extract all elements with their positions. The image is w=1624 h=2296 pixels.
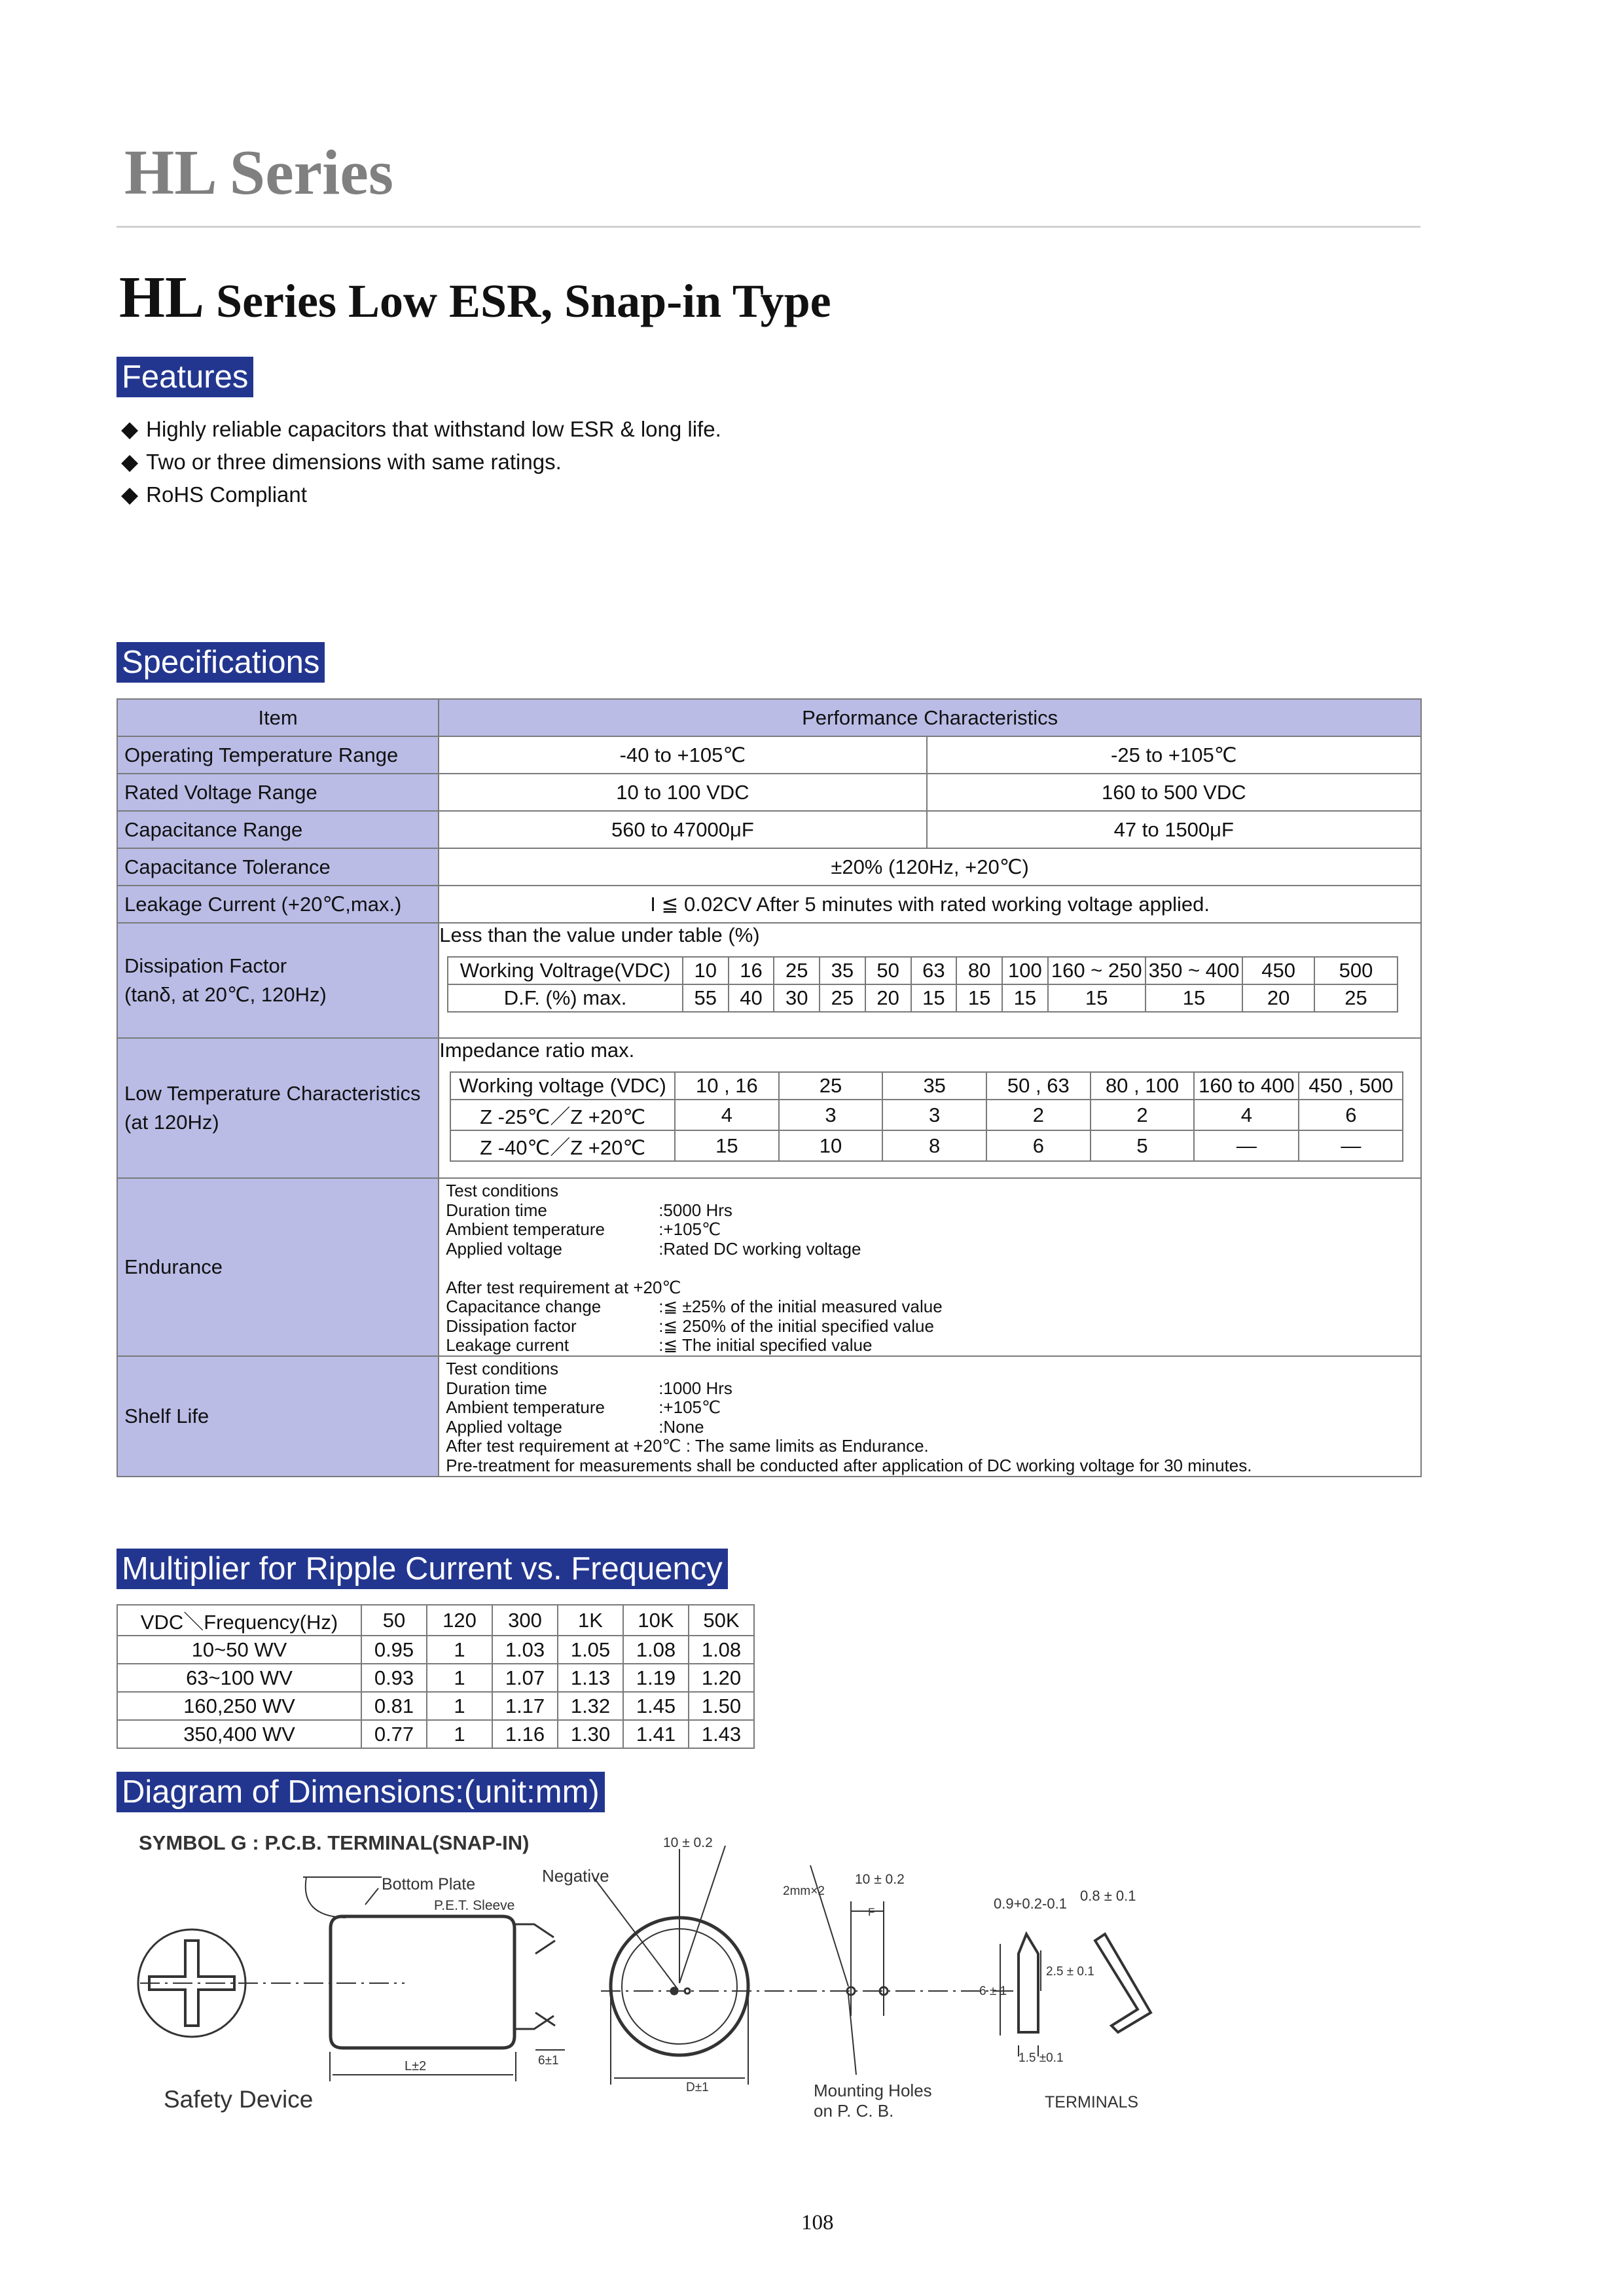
row-label-line: (tanδ, at 20℃, 120Hz) (124, 983, 327, 1006)
ripple-value-cell: 1.43 (689, 1720, 754, 1748)
df-voltage-cell: 50 (865, 957, 911, 984)
ripple-frequency-cell: 10K (623, 1605, 689, 1636)
condition-value: :1000 Hrs (659, 1378, 732, 1398)
df-value-cell: 20 (1242, 984, 1314, 1012)
table-row (117, 1720, 754, 1748)
condition-label: Capacitance change (446, 1297, 602, 1316)
ripple-value-cell: 1.05 (558, 1636, 623, 1664)
lt-z40-cell: 5 (1091, 1130, 1195, 1161)
condition-value: :5000 Hrs (659, 1200, 732, 1220)
condition-line (446, 1359, 1420, 1379)
row-value: -25 to +105℃ (927, 736, 1421, 774)
df-value-cell: 15 (1146, 984, 1243, 1012)
df-voltage-cell: 100 (1002, 957, 1048, 984)
table-row (117, 811, 1421, 848)
df-cell (439, 923, 1421, 1038)
ripple-value-cell: 0.93 (361, 1664, 427, 1692)
ripple-value-cell: 1 (427, 1664, 492, 1692)
title-description: Series Low ESR, Snap-in Type (204, 275, 831, 327)
f-dim-label: F (868, 1906, 875, 1918)
df-voltage-cell: 16 (729, 957, 774, 984)
condition-line (446, 1398, 1420, 1418)
ripple-value-cell: 0.95 (361, 1636, 427, 1664)
condition-line (446, 1418, 1420, 1437)
lt-z25-cell: 4 (1194, 1100, 1299, 1130)
six-dim-label: 6±1 (538, 2054, 559, 2068)
df-voltage-cell: 35 (820, 957, 865, 984)
df-value-cell: 15 (1048, 984, 1146, 1012)
lt-z25-cell: 2 (986, 1100, 1091, 1130)
df-value-cell: 20 (865, 984, 911, 1012)
df-voltage-cell: 10 (683, 957, 729, 984)
ripple-frequency-cell: 120 (427, 1605, 492, 1636)
row-value: 560 to 47000μF (439, 811, 926, 848)
lt-voltage-cell: 35 (882, 1072, 986, 1100)
ripple-frequency-cell: 300 (492, 1605, 558, 1636)
terminal-tip-label: 2.5 ± 0.1 (1046, 1965, 1094, 1979)
row-label: Operating Temperature Range (117, 736, 439, 774)
condition-line (446, 1278, 1420, 1298)
condition-label: Ambient temperature (446, 1219, 605, 1239)
lt-z25-cell: 3 (779, 1100, 883, 1130)
ripple-value-cell: 0.81 (361, 1692, 427, 1720)
lt-z40-cell: 6 (986, 1130, 1091, 1161)
ripple-value-cell: 1.17 (492, 1692, 558, 1720)
col-performance: Performance Characteristics (439, 699, 1421, 736)
df-voltage-cell: 63 (911, 957, 957, 984)
lt-z25-cell: 3 (882, 1100, 986, 1130)
lt-z40-cell: 10 (779, 1130, 883, 1161)
negative-label: Negative (542, 1866, 609, 1886)
terminals-label: TERMINALS (1045, 2093, 1139, 2111)
lt-voltage-cell: 25 (779, 1072, 883, 1100)
capacitor-side-body (331, 1916, 514, 2048)
df-voltage-cell: 160 ~ 250 (1048, 957, 1146, 984)
ripple-value-cell: 1.03 (492, 1636, 558, 1664)
condition-label: Test conditions (446, 1181, 559, 1200)
df-value-cell: 15 (1002, 984, 1048, 1012)
df-voltage-cell: 350 ~ 400 (1146, 957, 1243, 984)
specifications-heading: Specifications (117, 642, 325, 683)
lt-z25-cell: 2 (1091, 1100, 1195, 1130)
condition-line (446, 1240, 1420, 1259)
lowtemp-table (450, 1071, 1403, 1162)
condition-value: :≦ ±25% of the initial measured value (659, 1297, 943, 1316)
ten-dim-label: 10 ± 0.2 (663, 1835, 713, 1850)
df-value-cell: 25 (1314, 984, 1398, 1012)
table-row (117, 1356, 1421, 1477)
condition-label: Duration time (446, 1200, 547, 1220)
row-value: ±20% (120Hz, +20℃) (439, 848, 1421, 886)
condition-label: Applied voltage (446, 1238, 563, 1259)
diamond-bullet-icon: ◆ (121, 450, 139, 475)
table-row (117, 774, 1421, 811)
ripple-row-label: 10~50 WV (117, 1636, 361, 1664)
lt-row-label: Z -40℃／Z +20℃ (450, 1130, 675, 1161)
ripple-value-cell: 1.30 (558, 1720, 623, 1748)
row-label (117, 1038, 439, 1178)
condition-value: :≦ The initial specified value (659, 1335, 873, 1355)
condition-label: Duration time (446, 1378, 547, 1398)
page-title (119, 265, 831, 330)
feature-item (121, 451, 562, 473)
terminal-width-label: 0.9+0.2-0.1 (994, 1895, 1067, 1912)
table-row (117, 1038, 1421, 1178)
ripple-value-cell: 1.13 (558, 1664, 623, 1692)
ripple-value-cell: 1.08 (689, 1636, 754, 1664)
lt-voltage-cell: 160 to 400 (1194, 1072, 1299, 1100)
lt-z40-cell: — (1299, 1130, 1403, 1161)
df-value-cell: 15 (956, 984, 1002, 1012)
shelf-cell (439, 1356, 1421, 1477)
diagram-lines (138, 1846, 1151, 2085)
ripple-row-label: 63~100 WV (117, 1664, 361, 1692)
df-voltage-cell: 450 (1242, 957, 1314, 984)
shelf-after: After test requirement at +20℃ : The same limits as Endurance. (446, 1436, 929, 1456)
condition-value: :+105℃ (659, 1397, 721, 1417)
row-label: Endurance (117, 1178, 439, 1356)
pet-sleeve-label: P.E.T. Sleeve (434, 1898, 515, 1913)
ripple-value-cell: 1 (427, 1720, 492, 1748)
df-value-cell: 30 (774, 984, 820, 1012)
safety-device-label: Safety Device (164, 2086, 314, 2113)
series-header: HL Series (124, 137, 394, 208)
specifications-table (117, 698, 1422, 1477)
dimension-diagram (117, 1820, 1164, 2134)
ripple-row-label: 160,250 WV (117, 1692, 361, 1720)
table-row (117, 1664, 754, 1692)
lt-row-label: Z -25℃／Z +20℃ (450, 1100, 675, 1130)
lt-voltage-cell: 450 , 500 (1299, 1072, 1403, 1100)
feature-item (121, 484, 307, 506)
row-label-line: Low Temperature Characteristics (124, 1082, 421, 1105)
terminal-profile (1019, 1934, 1038, 2032)
row-value: 160 to 500 VDC (927, 774, 1421, 811)
df-value-cell: 55 (683, 984, 729, 1012)
row-label-line: (at 120Hz) (124, 1111, 219, 1134)
endurance-cell (439, 1178, 1421, 1356)
df-value-cell: 25 (820, 984, 865, 1012)
condition-value: :None (659, 1416, 704, 1437)
ripple-value-cell: 1 (427, 1692, 492, 1720)
header-divider (117, 226, 1420, 228)
lowtemp-note: Impedance ratio max. (439, 1039, 635, 1062)
condition-label: Applied voltage (446, 1416, 563, 1437)
table-row (117, 923, 1421, 1038)
ripple-value-cell: 1.32 (558, 1692, 623, 1720)
df-table (447, 956, 1398, 1013)
two-mm-label: 2mm×2 (783, 1884, 825, 1898)
ripple-frequency-cell: 1K (558, 1605, 623, 1636)
df-row-label: D.F. (%) max. (448, 984, 683, 1012)
feature-item (121, 418, 721, 440)
ripple-value-cell: 1.08 (623, 1636, 689, 1664)
table-row (117, 736, 1421, 774)
table-row (117, 1636, 754, 1664)
df-voltage-cell: 25 (774, 957, 820, 984)
condition-line (446, 1259, 1420, 1278)
pitch-dim-label: 10 ± 0.2 (855, 1872, 905, 1887)
condition-label: Leakage current (446, 1335, 569, 1355)
condition-line (446, 1379, 1420, 1399)
row-value: -40 to +105℃ (439, 736, 926, 774)
endurance-lines (439, 1181, 1420, 1355)
df-voltage-cell: 500 (1314, 957, 1398, 984)
lowtemp-cell (439, 1038, 1421, 1178)
condition-line (446, 1201, 1420, 1221)
condition-line (446, 1297, 1420, 1317)
ripple-value-cell: 1 (427, 1636, 492, 1664)
lt-row-label: Working voltage (VDC) (450, 1072, 675, 1100)
feature-text: Two or three dimensions with same ratings. (146, 450, 562, 474)
row-label: Shelf Life (117, 1356, 439, 1477)
ripple-value-cell: 1.07 (492, 1664, 558, 1692)
lt-z40-cell: — (1194, 1130, 1299, 1161)
page-number: 108 (801, 2211, 834, 2234)
ripple-value-cell: 1.41 (623, 1720, 689, 1748)
condition-value: :Rated DC working voltage (659, 1238, 861, 1259)
ripple-value-cell: 1.20 (689, 1664, 754, 1692)
row-label: Leakage Current (+20℃,max.) (117, 886, 439, 923)
bottom-plate-label: Bottom Plate (382, 1875, 476, 1893)
ripple-table (117, 1604, 755, 1749)
lt-voltage-cell: 50 , 63 (986, 1072, 1091, 1100)
lt-z25-cell: 4 (675, 1100, 779, 1130)
terminal-base-label: 1.5 ±0.1 (1019, 2051, 1064, 2065)
condition-label: After test requirement at +20℃ (446, 1277, 681, 1297)
row-value: I ≦ 0.02CV After 5 minutes with rated working voltage applied. (439, 886, 1421, 923)
condition-line (446, 1336, 1420, 1355)
ripple-frequency-cell: 50K (689, 1605, 754, 1636)
diamond-bullet-icon: ◆ (121, 482, 139, 507)
table-row (117, 1178, 1421, 1356)
shelf-lines (439, 1359, 1420, 1437)
table-row (117, 848, 1421, 886)
lt-z40-cell: 8 (882, 1130, 986, 1161)
ripple-value-cell: 1.45 (623, 1692, 689, 1720)
ripple-row-label: 350,400 WV (117, 1720, 361, 1748)
condition-value: :≦ 250% of the initial specified value (659, 1316, 934, 1336)
ripple-heading: Multiplier for Ripple Current vs. Frequency (117, 1549, 728, 1589)
shelf-pretreatment: Pre-treatment for measurements shall be conducted after application of DC working voltage for 30 minutes. (446, 1455, 1252, 1475)
table-row (117, 886, 1421, 923)
condition-line (446, 1220, 1420, 1240)
title-series-code: HL (119, 265, 205, 330)
ripple-corner: VDC＼Frequency(Hz) (117, 1605, 361, 1636)
feature-text: RoHS Compliant (146, 482, 307, 507)
df-row-label: Working Voltrage(VDC) (448, 957, 683, 984)
lt-z25-cell: 6 (1299, 1100, 1403, 1130)
row-label: Rated Voltage Range (117, 774, 439, 811)
features-heading: Features (117, 357, 253, 397)
ripple-frequency-cell: 50 (361, 1605, 427, 1636)
table-row (117, 1692, 754, 1720)
condition-label: Dissipation factor (446, 1316, 577, 1336)
row-label (117, 923, 439, 1038)
lt-z40-cell: 15 (675, 1130, 779, 1161)
terminal-thickness-label: 0.8 ± 0.1 (1080, 1888, 1136, 1904)
df-value-cell: 15 (911, 984, 957, 1012)
terminal-length-label: 6 ± 1 (979, 1984, 1007, 1998)
df-note: Less than the value under table (%) (439, 924, 760, 946)
mounting-holes-label: Mounting Holes (814, 2081, 932, 2100)
ripple-value-cell: 1.19 (623, 1664, 689, 1692)
df-voltage-cell: 80 (956, 957, 1002, 984)
ripple-value-cell: 0.77 (361, 1720, 427, 1748)
ripple-value-cell: 1.50 (689, 1692, 754, 1720)
row-label-line: Dissipation Factor (124, 954, 287, 977)
ripple-value-cell: 1.16 (492, 1720, 558, 1748)
length-dim-label: L±2 (405, 2059, 427, 2073)
condition-value: :+105℃ (659, 1219, 721, 1239)
row-value: 47 to 1500μF (927, 811, 1421, 848)
lt-voltage-cell: 10 , 16 (675, 1072, 779, 1100)
diagram-symbol-label: SYMBOL G : P.C.B. TERMINAL(SNAP-IN) (139, 1831, 530, 1854)
lt-voltage-cell: 80 , 100 (1091, 1072, 1195, 1100)
df-value-cell: 40 (729, 984, 774, 1012)
diagram-heading: Diagram of Dimensions:(unit:mm) (117, 1772, 605, 1812)
row-value: 10 to 100 VDC (439, 774, 926, 811)
row-label: Capacitance Range (117, 811, 439, 848)
diameter-dim-label: D±1 (686, 2081, 709, 2094)
condition-line (446, 1181, 1420, 1201)
condition-line (446, 1317, 1420, 1336)
diamond-bullet-icon: ◆ (121, 417, 139, 442)
terminal-bent (1095, 1934, 1151, 2032)
col-item: Item (117, 699, 439, 736)
condition-label: Ambient temperature (446, 1397, 605, 1417)
feature-text: Highly reliable capacitors that withstand low ESR & long life. (146, 417, 721, 441)
mounting-holes-label-2: on P. C. B. (814, 2101, 894, 2121)
row-label: Capacitance Tolerance (117, 848, 439, 886)
condition-label: Test conditions (446, 1359, 559, 1378)
